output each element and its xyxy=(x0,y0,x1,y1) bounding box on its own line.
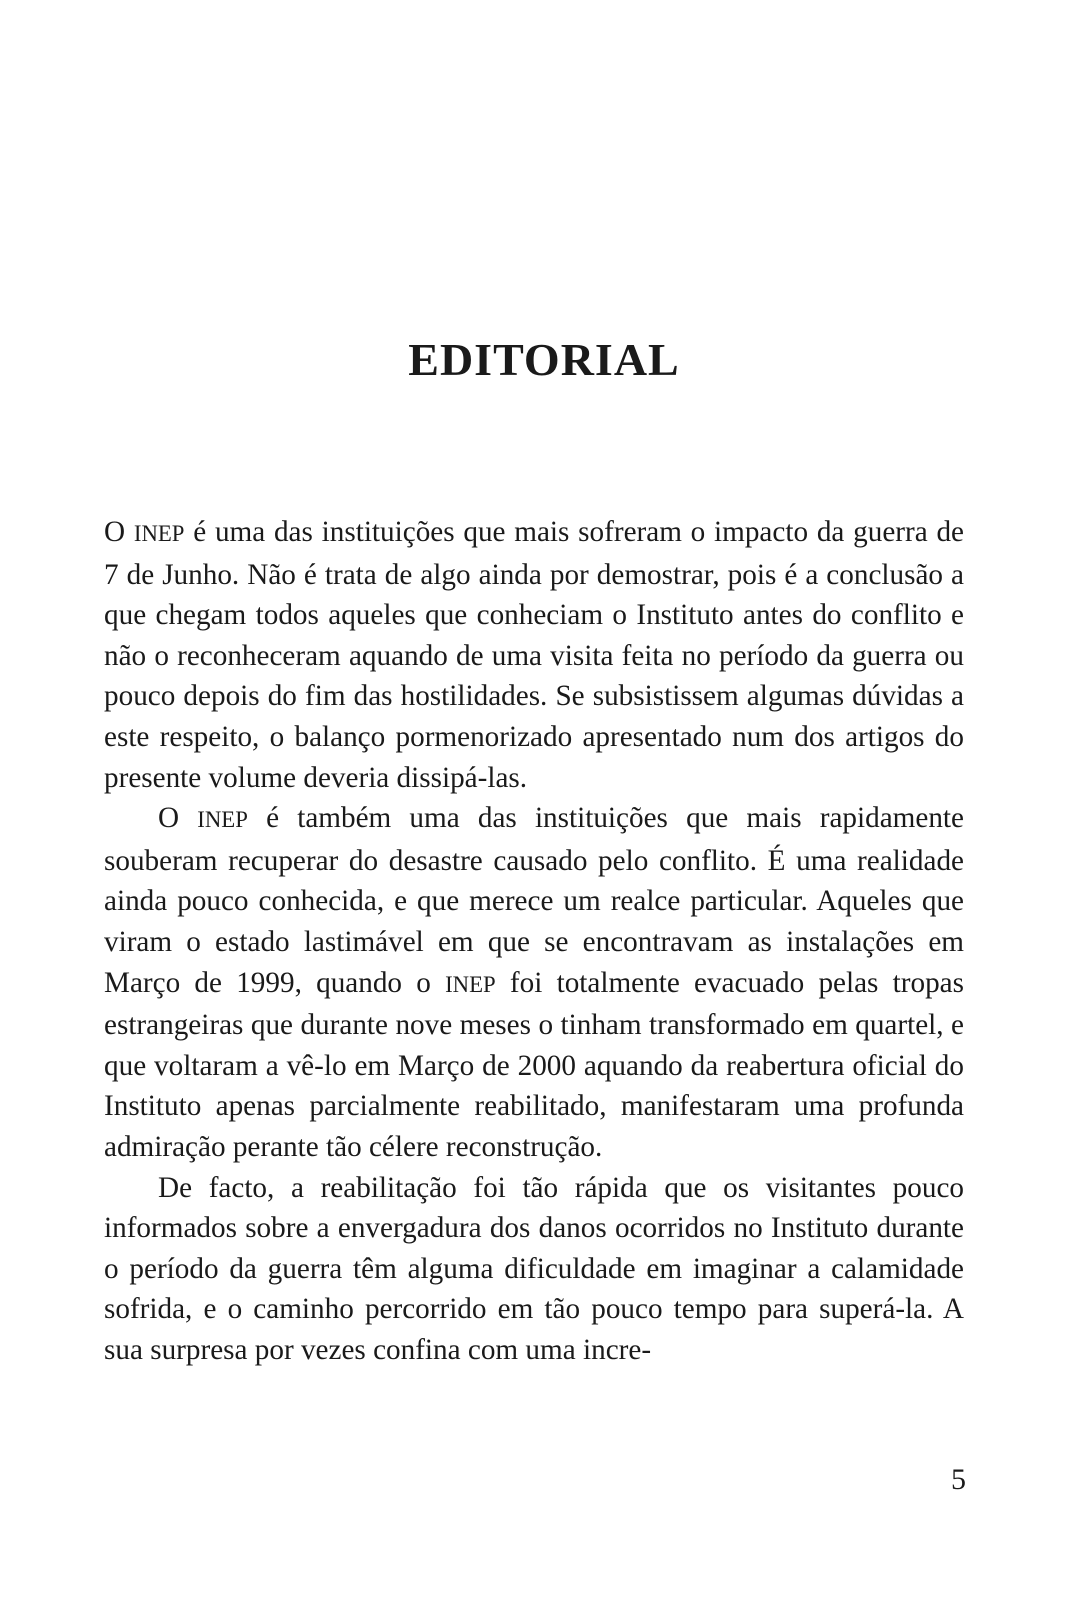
paragraph-1-text: é uma das instituições que mais sofreram o impacto da guerra de 7 de Junho. Não é trata de algo ainda por demostrar, pois é a conclusão a que chegam todos aqueles que conheciam o Instituto antes do conflito e não o reconheceram aquando de uma visita feita no período da guerra ou pouco depois do fim das hostilidades. Se subsistissem algumas dúvidas a este respeito, o balanço pormenorizado apresentado num dos artigos do presente volume deveria dissipá-las. xyxy=(104,516,964,794)
page-number: 5 xyxy=(951,1463,966,1496)
paragraph-1-lead: O xyxy=(104,516,134,548)
paragraph-3-text: De facto, a reabilitação foi tão rápida que os visitantes pouco informados sobre a envergadura dos danos ocorridos no Instituto durante o período da guerra têm alguma dificuldade em imaginar a calamidade sofrida, e o caminho percorrido em tão pouco tempo para superá-la. A sua surpresa por vezes confina com uma incre- xyxy=(104,1171,964,1366)
paragraph-3 xyxy=(104,1168,964,1371)
page-title: EDITORIAL xyxy=(408,334,680,385)
paragraph-2-lead: O xyxy=(158,802,198,835)
paragraph-2-inep-2: INEP xyxy=(445,971,496,997)
paragraph-2-text-b: foi totalmente evacuado pelas tropas estrangeiras que durante nove meses o tinham transformado em quartel, e que voltaram a vê-lo em Março de 2000 aquando da reabertura oficial do Instituto apenas parcialmente reabilitado, manifestaram uma profunda admiração perante tão célere reconstrução. xyxy=(104,966,964,1163)
paragraph-1-inep: INEP xyxy=(133,521,185,546)
paragraph-2-text-a: é também uma das instituições que mais rapidamente souberam recuperar do desastre causado pelo conflito. É uma realidade ainda pouco conhecida, e que merece um realce particular. Aqueles que viram o estado lastimável em que se encontravam as instalações em Março de 1999, quando o xyxy=(104,802,964,999)
paragraph-1 xyxy=(104,512,964,798)
editorial-body xyxy=(104,512,964,1370)
paragraph-2-inep: INEP xyxy=(197,807,248,833)
paragraph-2 xyxy=(104,798,964,1167)
